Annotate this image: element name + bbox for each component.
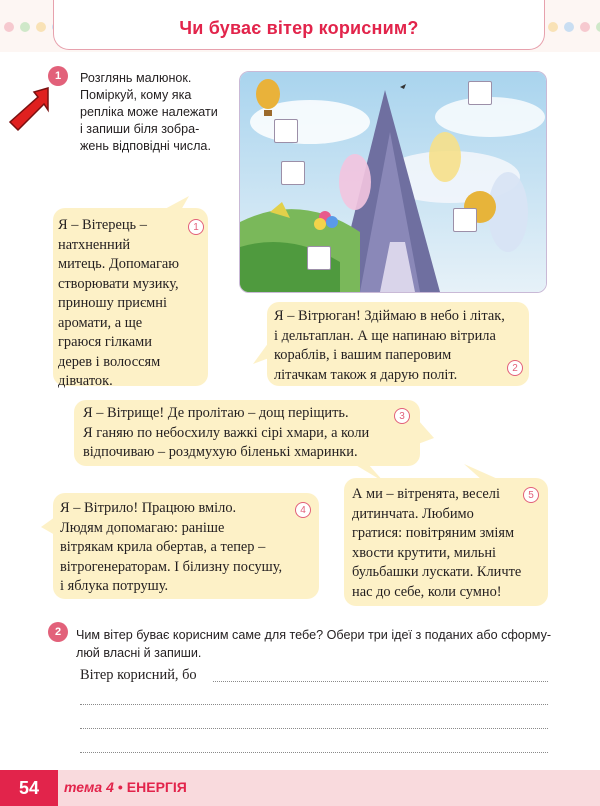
answer-box[interactable] [307,246,331,270]
bubble-line: вітрогенераторам. І білизну посушу, [60,558,283,575]
bubble-text [60,499,282,597]
bubble-tail [464,464,500,480]
title-box [53,0,545,50]
bubble-tail [418,420,434,448]
bubble-number: 3 [394,408,410,424]
answer-line[interactable] [80,704,548,705]
task1-line: Розглянь малюнок. [80,71,192,85]
answer-line[interactable] [80,728,548,729]
task1-line: Поміркуй, кому яка [80,88,192,102]
wind-illustration [239,71,547,293]
bubble-number: 1 [188,219,204,235]
theme-prefix: тема 4 [64,779,114,795]
task1-instructions [80,70,230,155]
answer-box[interactable] [281,161,305,185]
bubble-text [83,404,369,463]
bubble-tail [41,517,55,539]
page-title: Чи буває вітер корисним? [179,18,419,38]
bubble-line: дерев і волоссям [58,353,161,370]
answer-box[interactable] [274,119,298,143]
bubble-line: Я – Вітерець – [58,217,147,233]
task2-instructions [76,626,556,662]
speech-bubble-3 [74,400,420,466]
bubble-text [274,307,505,385]
bubble-number: 2 [507,360,523,376]
answer-line[interactable] [80,752,548,753]
bubble-line: хвости крутити, мильні [352,544,497,561]
decor-dots-right [548,22,600,34]
bubble-line: вітрякам крила обертав, а тепер – [60,539,266,555]
bubble-line: Я – Вітрище! Де пролітаю – дощ періщить. [83,405,349,421]
answer-lead: Вітер корисний, бо [80,667,197,683]
bubble-line: митець. Допомагаю [58,256,180,272]
speech-bubble-1 [53,208,208,389]
theme-label [64,779,187,795]
bubble-number: 4 [295,502,311,518]
page-number: 54 [0,770,58,806]
bubble-tail [163,196,191,210]
bubble-number: 5 [523,487,539,503]
bubble-line: приношу приємні [58,295,167,311]
bubble-line: граюся гілками [58,334,152,350]
bubble-line: гратися: повітряним зміям [352,525,515,541]
theme-separator: • [117,779,123,795]
bubble-tail [253,342,269,366]
answer-box[interactable] [468,81,492,105]
bubble-line: відпочиваю – роздмухую біленькі хмаринки. [83,444,358,460]
bubble-line: літачкам також я дарую політ. [274,366,458,383]
red-arrow-icon [4,84,56,136]
answer-box[interactable] [453,208,477,232]
bubble-line: Я ганяю по небосхилу важкі сірі хмари, а коли [83,424,370,441]
task1-line: репліка може належати [80,105,218,119]
bubble-line: аромати, а ще [58,314,143,331]
task2-line: люй власні й запиши. [76,646,202,660]
bubble-line: кораблів, і вашим паперовим [274,347,452,363]
task-number-1: 1 [48,66,68,86]
bubble-line: Людям допомагаю: раніше [60,519,225,536]
bubble-text [352,485,521,602]
bubble-line: дитинчата. Любимо [352,505,474,522]
speech-bubble-5 [344,478,548,606]
task2-line: Чим вітер буває корисним саме для тебе? Обери три ідеї з поданих або сформу- [76,628,552,642]
theme-name: ЕНЕРГІЯ [126,779,187,795]
bubble-line: і дельтаплан. А ще напинаю вітрила [274,327,496,344]
speech-bubble-4 [53,493,319,599]
answer-line[interactable] [213,681,548,682]
bubble-line: дівчаток. [58,373,113,389]
bubble-line: Я – Вітрило! Працюю вміло. [60,500,237,516]
bubble-line: Я – Вітрюган! Здіймаю в небо і літак, [274,308,505,324]
task1-line: жень відповідні числа. [80,139,211,153]
bubble-line: нас до себе, коли сумно! [352,583,502,600]
bubble-line: створювати музику, [58,275,179,292]
bubble-line: і яблука потрушу. [60,578,169,594]
task1-line: і запиши біля зобра- [80,122,200,136]
task-number-2: 2 [48,622,68,642]
bubble-line: А ми – вітренята, веселі [352,486,500,502]
bubble-line: натхненний [58,236,131,253]
speech-bubble-2 [267,302,529,386]
bubble-line: бульбашки лускати. Кличте [352,564,522,580]
bubble-text [58,216,179,392]
